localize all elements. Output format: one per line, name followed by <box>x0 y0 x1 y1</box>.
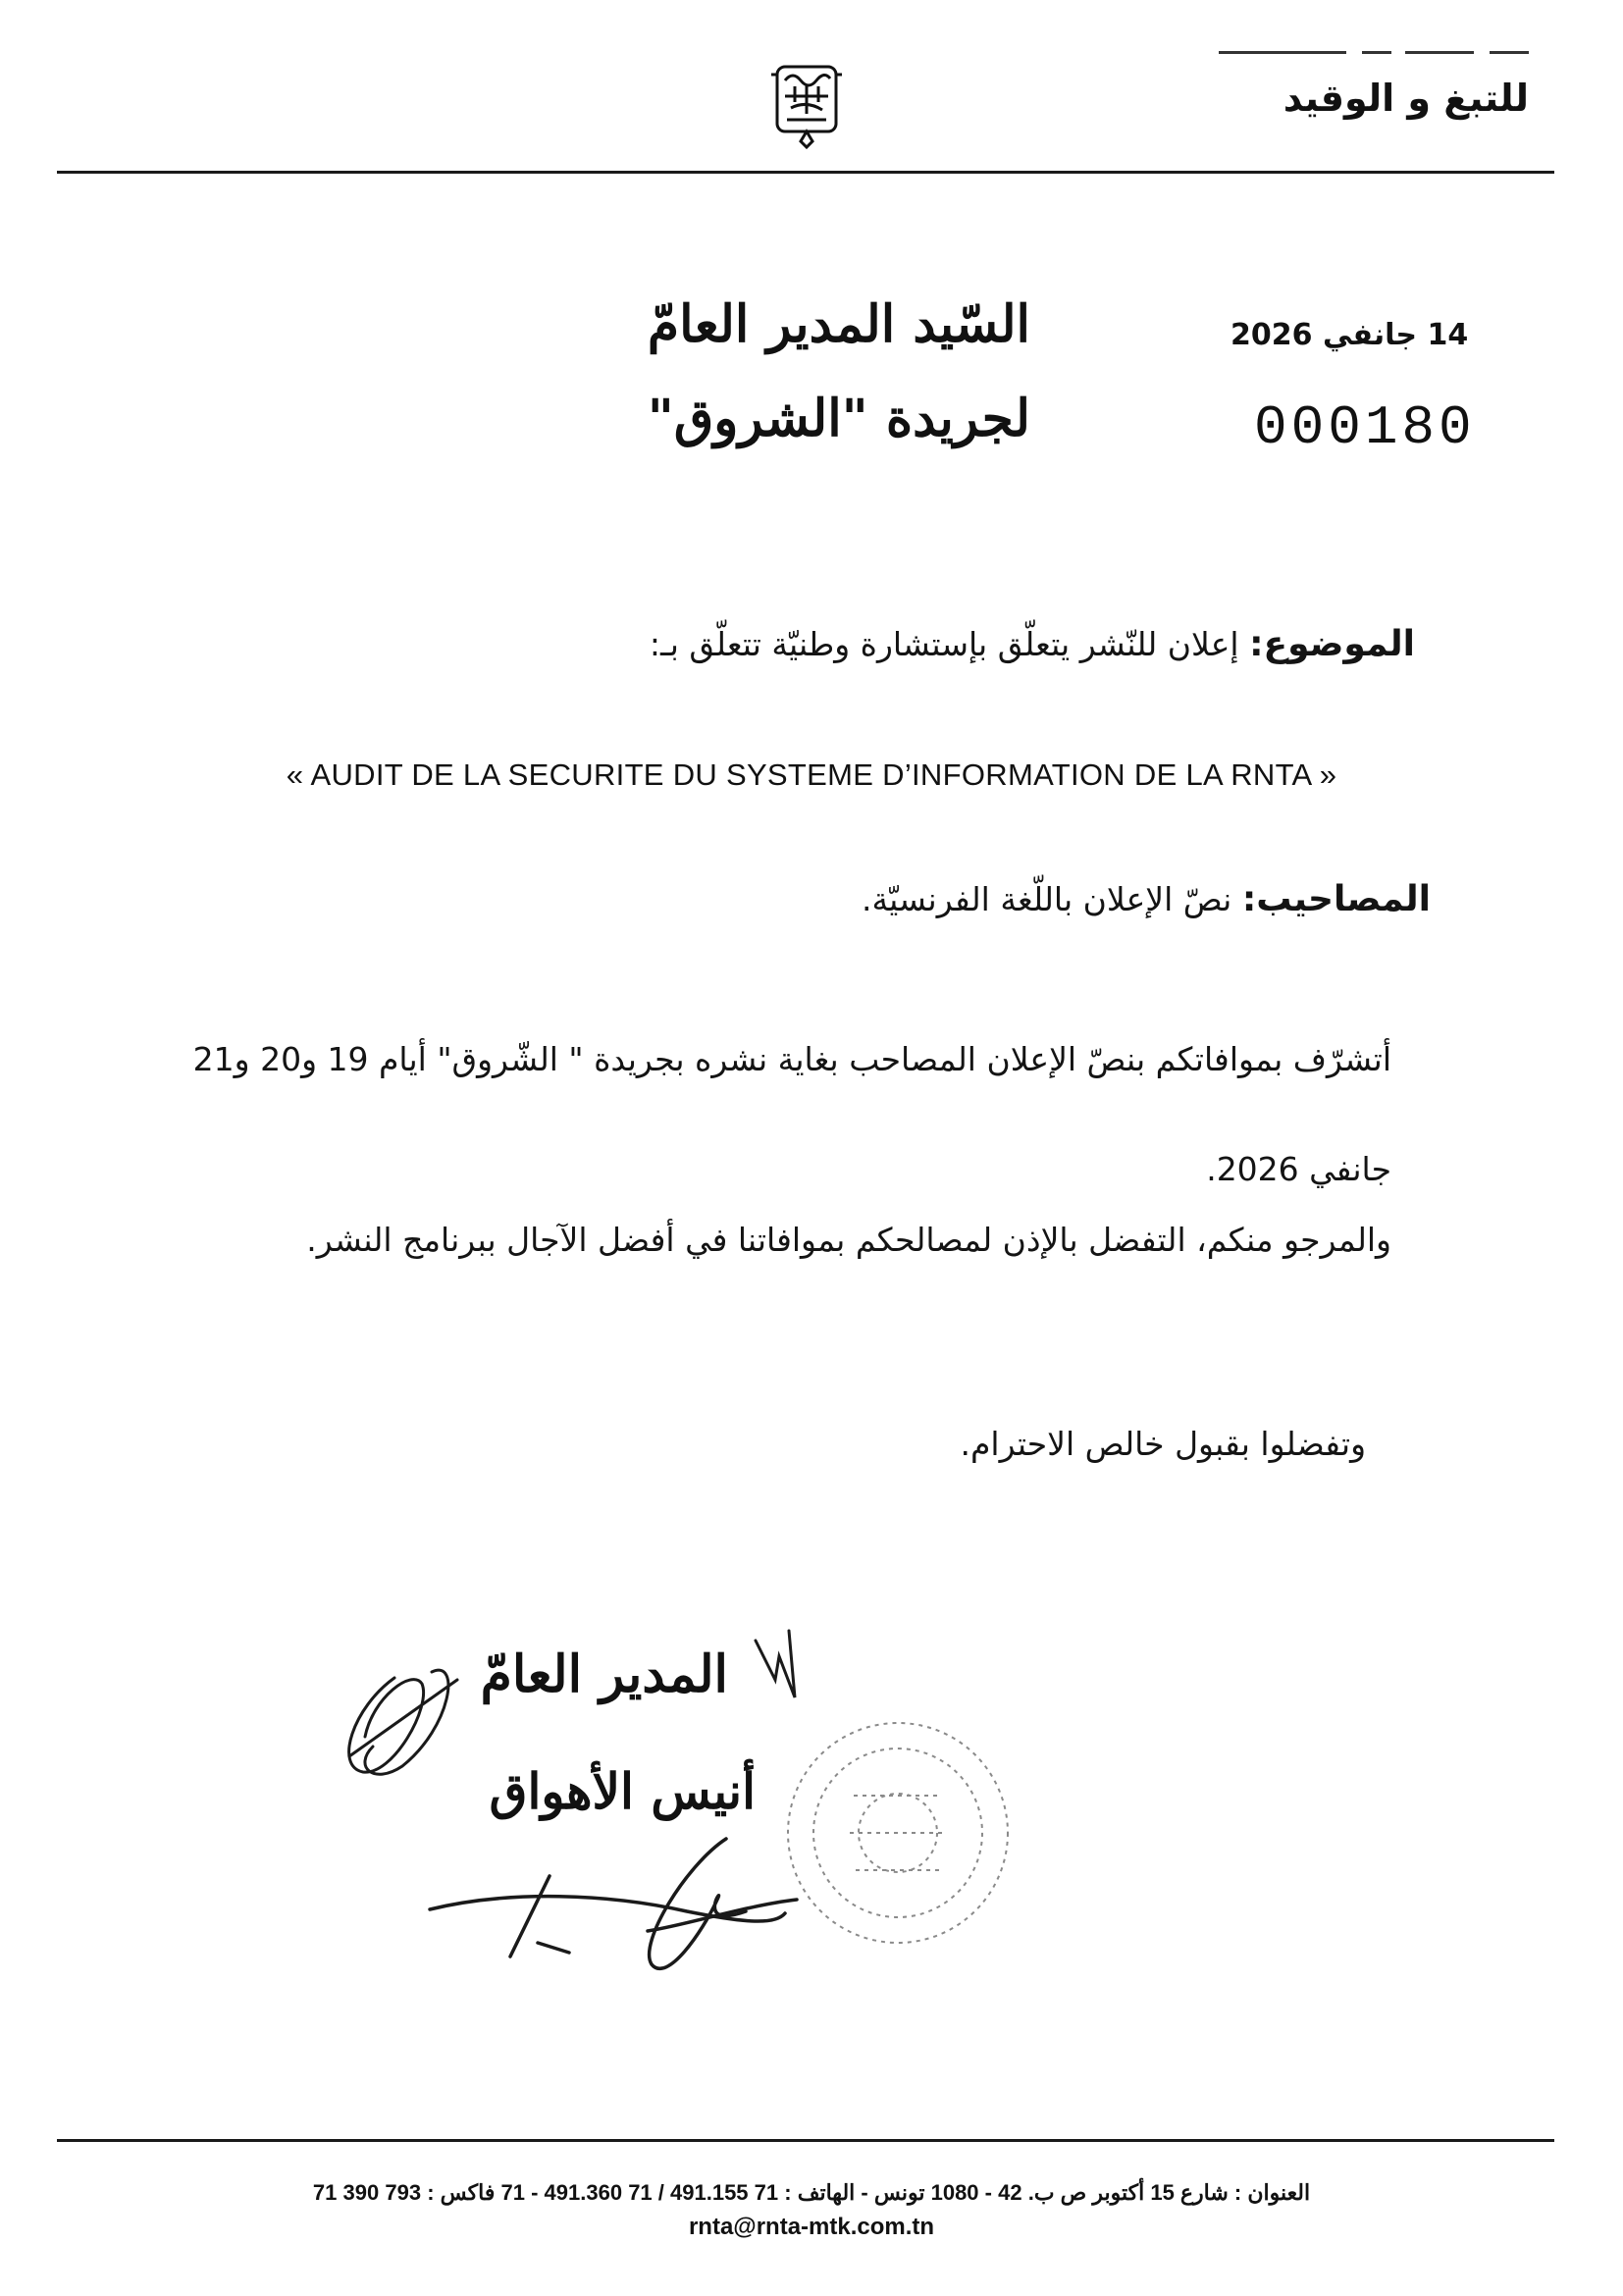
letterhead-partial-line <box>1215 43 1529 59</box>
footer-divider <box>57 2139 1554 2142</box>
subject-label: الموضوع: <box>1249 624 1415 664</box>
paraph-mark <box>756 1631 795 1697</box>
handwritten-signature <box>430 1839 797 1968</box>
signatory-name: أنيس الأهواق <box>489 1762 756 1820</box>
signatory-title: المدير العامّ <box>480 1644 728 1704</box>
enclosure-label: المصاحيب: <box>1241 879 1431 919</box>
header-divider <box>57 171 1554 174</box>
addressee-newspaper: لجريدة "الشروق" <box>647 389 1030 448</box>
enclosure-text: نصّ الإعلان باللّغة الفرنسيّة. <box>861 880 1232 918</box>
consultation-title: « AUDIT DE LA SECURITE DU SYSTEME D’INFORMATION DE LA RNTA » <box>286 757 1337 792</box>
enclosure-line <box>862 879 1431 919</box>
closing-line: وتفضلوا بقبول خالص الاحترام. <box>960 1425 1366 1463</box>
reference-number: 000180 <box>1254 396 1476 459</box>
subject-text: إعلان للنّشر يتعلّق بإستشارة وطنيّة تتعلّق بـ: <box>649 625 1239 663</box>
footer-address: العنوان : شارع 15 أكتوبر ص ب. 42 - 1080 تونس - الهاتف : 71 491.155 / 71 491.360 - 71 فاكس : 793 390 71 <box>312 2180 1311 2205</box>
organization-logo <box>771 57 842 151</box>
footer-email: rnta@rnta-mtk.com.tn <box>688 2214 935 2240</box>
organization-name: للتبغ و الوقيد <box>1283 77 1529 120</box>
proceed-paragraph: والمرجو منكم، التفضل بالإذن لمصالحكم بموافاتنا في أفضل الآجال ببرنامج النشر. <box>306 1221 1391 1259</box>
initials-scribble <box>349 1670 457 1774</box>
request-paragraph: أتشرّف بموافاتكم بنصّ الإعلان المصاحب بغاية نشره بجريدة " الشّروق" أيام 19 و20 و21 جانفي 2026. <box>192 1040 1391 1188</box>
addressee-title: السّيد المدير العامّ <box>647 294 1030 354</box>
official-stamp <box>788 1723 1008 1943</box>
letter-date: 14 جانفي 2026 <box>1230 318 1469 352</box>
subject-line <box>650 624 1415 664</box>
